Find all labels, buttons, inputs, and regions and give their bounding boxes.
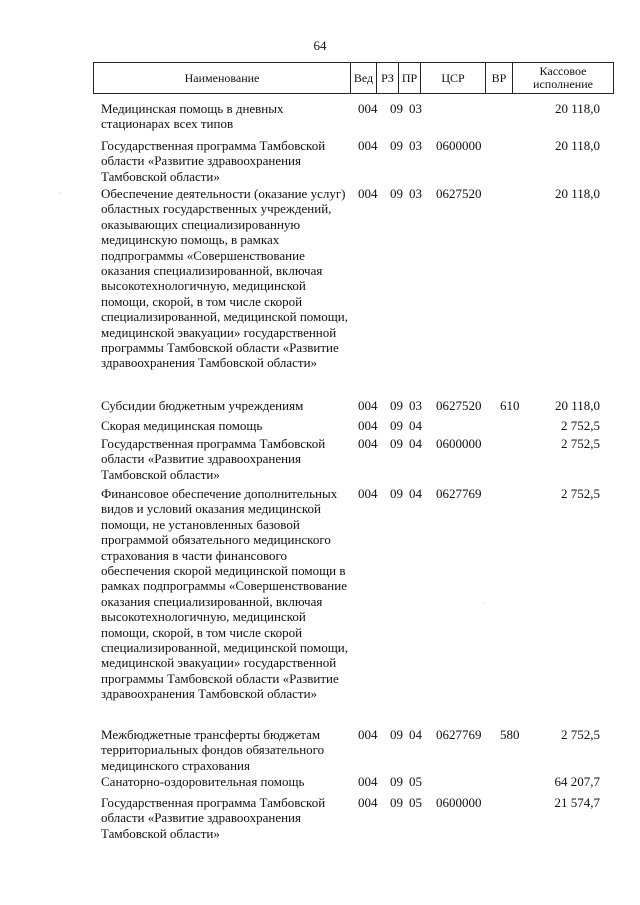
row-rz: 09 <box>390 101 403 116</box>
row-csr: 0627520 <box>436 186 482 201</box>
row-name: Государственная программа Тамбовской области «Развитие здравоохранения Тамбовской области» <box>101 138 326 184</box>
row-name: Межбюджетные трансферты бюджетам территориальных фондов обязательного медицинского страхования <box>101 727 325 773</box>
row-name: Скорая медицинская помощь <box>101 418 263 433</box>
row-ved: 004 <box>358 418 378 433</box>
row-csr: 0600000 <box>436 138 482 153</box>
row-amount: 2 752,5 <box>561 727 600 742</box>
row-rz: 09 <box>390 727 403 742</box>
row-ved: 004 <box>358 727 378 742</box>
header-ved: Вед <box>351 63 377 93</box>
header-vr: ВР <box>486 63 513 93</box>
row-pr: 04 <box>409 436 422 451</box>
header-csr: ЦСР <box>421 63 486 93</box>
row-pr: 04 <box>409 727 422 742</box>
row-pr: 03 <box>409 138 422 153</box>
header-rz: РЗ <box>377 63 399 93</box>
row-amount: 2 752,5 <box>561 418 600 433</box>
row-name: Государственная программа Тамбовской области «Развитие здравоохранения Тамбовской области» <box>101 436 326 482</box>
row-vr: 610 <box>500 398 520 413</box>
row-amount: 2 752,5 <box>561 486 600 501</box>
scan-speck: · <box>58 188 61 198</box>
row-csr: 0600000 <box>436 795 482 810</box>
row-amount: 20 118,0 <box>554 186 600 201</box>
row-ved: 004 <box>358 398 378 413</box>
row-ved: 004 <box>358 436 378 451</box>
row-ved: 004 <box>358 186 378 201</box>
row-rz: 09 <box>390 774 403 789</box>
row-csr: 0627520 <box>436 398 482 413</box>
row-rz: 09 <box>390 138 403 153</box>
row-name: Финансовое обеспечение дополнительных видов и условий оказания медицинской помощи, не установленных базовой программой обязательного медицинского страхования в части финансового обеспечения скорой медицинской помощи в рамках подпрограммы «Совершенствование оказания специализированной, включая высокотехнологичную, медицинской помощи, скорой, в том числе скорой специализированной, медицинской помощи, медицинской эвакуации» государственной программы Тамбовской области «Развитие здравоохранения Тамбовской области» <box>101 486 348 702</box>
row-ved: 004 <box>358 101 378 116</box>
row-csr: 0627769 <box>436 727 482 742</box>
row-name: Обеспечение деятельности (оказание услуг) областных государственных учреждений, оказывающих специализированную медицинскую помощь, в рамках подпрограммы «Совершенствование оказания специализированной, включая высокотехнологичную, медицинской помощи, скорой, в том числе скорой специализированной, медицинской помощи, медицинской эвакуации» государственной программы Тамбовской области «Развитие здравоохранения Тамбовской области» <box>101 186 348 371</box>
row-pr: 05 <box>409 774 422 789</box>
row-ved: 004 <box>358 138 378 153</box>
row-amount: 64 207,7 <box>554 774 600 789</box>
header-name: Наименование <box>94 63 351 93</box>
row-ved: 004 <box>358 774 378 789</box>
scan-speck: · <box>482 598 485 608</box>
row-rz: 09 <box>390 186 403 201</box>
row-ved: 004 <box>358 486 378 501</box>
row-name: Медицинская помощь в дневных стационарах всех типов <box>101 101 284 132</box>
page-number: 64 <box>313 38 327 53</box>
row-rz: 09 <box>390 436 403 451</box>
row-amount: 21 574,7 <box>554 795 600 810</box>
row-pr: 04 <box>409 486 422 501</box>
row-amount: 20 118,0 <box>554 138 600 153</box>
header-amount: Кассовое исполнение <box>533 64 593 91</box>
row-amount: 20 118,0 <box>554 398 600 413</box>
row-rz: 09 <box>390 486 403 501</box>
row-name: Государственная программа Тамбовской области «Развитие здравоохранения Тамбовской области» <box>101 795 326 841</box>
row-csr: 0627769 <box>436 486 482 501</box>
table-header <box>93 62 614 94</box>
row-pr: 03 <box>409 186 422 201</box>
row-vr: 580 <box>500 727 520 742</box>
row-name: Санаторно-оздоровительная помощь <box>101 774 305 789</box>
row-amount: 2 752,5 <box>561 436 600 451</box>
header-pr: ПР <box>399 63 421 93</box>
row-pr: 05 <box>409 795 422 810</box>
row-pr: 03 <box>409 101 422 116</box>
row-ved: 004 <box>358 795 378 810</box>
row-pr: 03 <box>409 398 422 413</box>
row-amount: 20 118,0 <box>554 101 600 116</box>
row-rz: 09 <box>390 795 403 810</box>
row-csr: 0600000 <box>436 436 482 451</box>
row-rz: 09 <box>390 398 403 413</box>
row-pr: 04 <box>409 418 422 433</box>
row-name: Субсидии бюджетным учреждениям <box>101 398 304 413</box>
row-rz: 09 <box>390 418 403 433</box>
